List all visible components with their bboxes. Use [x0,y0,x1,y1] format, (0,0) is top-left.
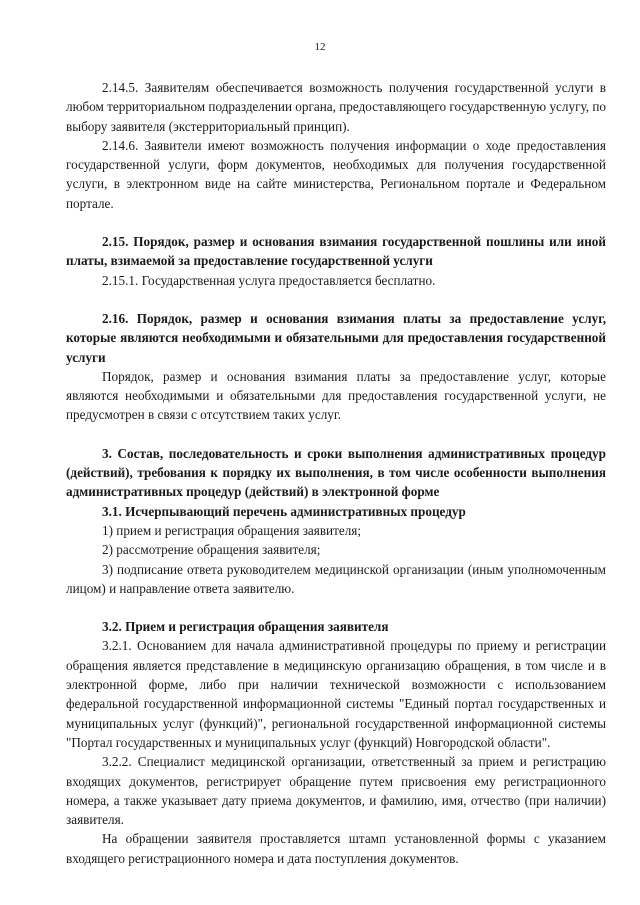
heading-2-15: 2.15. Порядок, размер и основания взимания государственной пошлины или иной платы, взимаемой за предоставление государственной услуги [66,234,606,269]
list-item-2: 2) рассмотрение обращения заявителя; [102,542,321,558]
paragraph-2-16-body: Порядок, размер и основания взимания платы за предоставление услуг, которые являются необходимыми и обязательными для предоставления государственной услуги, не предусмотрен в связи с отсутствием таких услуг. [66,368,606,423]
heading-3-1: 3.1. Исчерпывающий перечень административных процедур [102,503,466,519]
heading-3-2: 3.2. Прием и регистрация обращения заявителя [102,619,389,635]
heading-section-3: 3. Состав, последовательность и сроки выполнения административных процедур (действий), требования к порядку их выполнения, в том числе особенности выполнения административных процедур (действий) в электронной форме [66,445,606,500]
paragraph-stamp: На обращении заявителя проставляется штамп установленной формы с указанием входящего регистрационного номера и дата поступления документов. [66,831,606,866]
heading-2-16: 2.16. Порядок, размер и основания взимания платы за предоставление услуг, которые являются необходимыми и обязательными для предоставления государственной услуги [66,310,606,365]
page-number: 12 [314,41,326,53]
list-item-3: 3) подписание ответа руководителем медицинской организации (иным уполномоченным лицом) и направление ответа заявителю. [66,561,606,596]
paragraph-3-2-1: 3.2.1. Основанием для начала административной процедуры по приему и регистрации обращения является представление в медицинскую организацию обращения, в том числе и в электронной форме, либо при наличии технической возможности с использованием федеральной государственной информационной системы "Единый портал государственных и муниципальных услуг (функций)", региональной государственной информационной системы "Портал государственных и муниципальных услуг (функций) Новгородской области". [66,638,606,750]
list-item-1: 1) прием и регистрация обращения заявителя; [102,522,362,538]
paragraph-2-14-5: 2.14.5. Заявителям обеспечивается возможность получения государственной услуги в любом территориальном подразделении органа, предоставляющего государственную услугу, по выбору заявителя (экстерриториальный принцип). [66,80,606,134]
paragraph-3-2-2: 3.2.2. Специалист медицинской организации, ответственный за прием и регистрацию входящих документов, регистрирует обращение путем присвоения ему регистрационного номера, а также указывает дату приема документов, и фамилию, имя, отчество (при наличии) заявителя. [66,754,606,828]
document-body [66,78,606,868]
paragraph-2-14-6: 2.14.6. Заявители имеют возможность получения информации о ходе предоставления государственной услуги, форм документов, необходимых для получения государственной услуги, в электронном виде на сайте министерства, Региональном портале и Федеральном портале. [66,137,606,211]
paragraph-2-15-1: 2.15.1. Государственная услуга предоставляется бесплатно. [102,272,436,288]
